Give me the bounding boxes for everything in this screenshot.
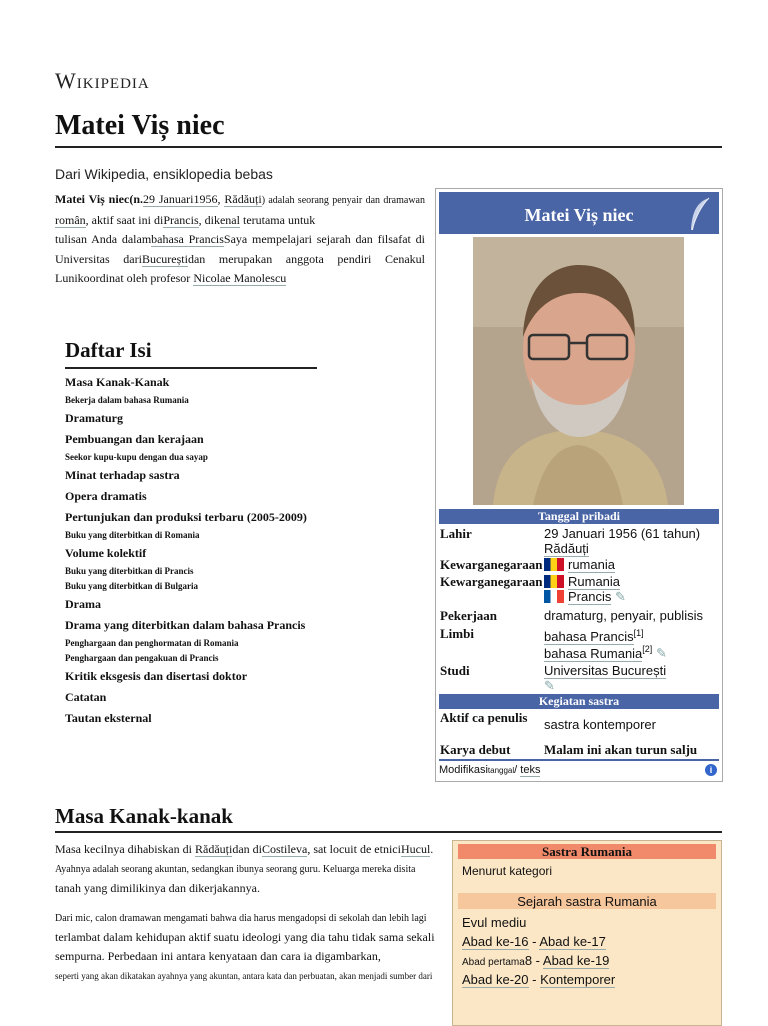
link-c16[interactable]: Abad ke-16: [462, 934, 529, 949]
paragraph-1-small: Ayahnya adalah seorang akuntan, sedangkan ibunya seorang guru. Keluarga mereka disita: [55, 864, 416, 875]
toc-divider: [65, 367, 317, 369]
intro-text-2: , dik: [198, 212, 220, 227]
wikipedia-wordmark[interactable]: Wikipedia: [55, 68, 150, 93]
link-costileva[interactable]: Costileva: [261, 842, 308, 856]
title-divider: [55, 146, 722, 148]
toc-item[interactable]: Drama yang diterbitkan dalam bahasa Prancis: [65, 618, 306, 632]
born-label: Lahir: [440, 526, 472, 541]
page-tagline: Dari Wikipedia, ensiklopedia bebas: [55, 166, 273, 182]
intro-text-5: Saya mempelajari sejarah dan filsafat di Universitas dari: [55, 232, 425, 266]
link-bucharest[interactable]: București: [141, 251, 188, 266]
date-link[interactable]: tanggal: [487, 766, 515, 775]
toc-item[interactable]: Catatan: [65, 690, 107, 704]
link-enal[interactable]: enal: [219, 212, 240, 227]
link-language-romanian[interactable]: bahasa Rumania: [544, 645, 643, 661]
link-france[interactable]: Prancis: [163, 212, 199, 227]
link-citizenship[interactable]: rumania: [568, 557, 615, 572]
intro-text-4: tulisan Anda dalam: [55, 232, 152, 246]
romanian-literature-sidebox: [452, 840, 722, 1026]
section-paragraph-2: [55, 908, 465, 986]
intro-text-3: terutama untuk: [239, 212, 316, 227]
edit-pencil-icon[interactable]: ✎: [544, 678, 555, 693]
studies-value: [544, 663, 666, 694]
paragraph-2-line-b: sempurna. Perbedaan ini antara kenyataan dan cara ia digambarkan,: [55, 949, 381, 963]
sidebox-row-16-17: Abad ke-16 - Abad ke-17: [462, 934, 606, 949]
toc-item[interactable]: Pembuangan dan kerajaan: [65, 432, 204, 446]
infobox-section-personal: Tanggal pribadi: [439, 509, 719, 524]
born-value: 29 Januari 1956 (61 tahun) Rădăuți: [544, 526, 701, 556]
infobox-footer: [439, 759, 719, 779]
toc-item[interactable]: Opera dramatis: [65, 489, 147, 503]
link-language-french[interactable]: bahasa Prancis: [544, 629, 634, 645]
infobox-section-literary: Kegiatan sastra: [439, 694, 719, 709]
link-born-place[interactable]: Rădăuți: [544, 541, 589, 556]
portrait-illustration: [473, 237, 684, 505]
intro-text-6: dan merupakan anggota pendiri Cenakul Luni: [55, 251, 426, 285]
toc-item[interactable]: Pertunjukan dan produksi terbaru (2005-2009): [65, 510, 307, 524]
sidebox-title: Sastra Rumania: [458, 844, 716, 859]
intro-small-text: ) adalah seorang penyair dan dramawan: [261, 195, 425, 206]
citizenship-value: [544, 557, 615, 572]
toc-item[interactable]: Penghargaan dan penghormatan di Romania: [65, 638, 239, 648]
paragraph-2-small: Dari mic, calon dramawan mengamati bahwa dia harus mengadopsi di sekolah dan lebih lagi: [55, 913, 427, 924]
ref-2[interactable]: [2]: [642, 644, 653, 655]
sidebox-history[interactable]: Sejarah sastra Rumania: [458, 893, 716, 909]
paragraph-1-end: tanah yang dimilikinya dan dikerjakannya.: [55, 881, 260, 895]
sidebox-middle-ages[interactable]: Evul mediu: [462, 915, 527, 930]
france-flag-icon: [544, 590, 564, 603]
ref-1[interactable]: [1]: [633, 628, 644, 638]
nationality-value: [544, 574, 626, 605]
intro-text-7: koordinat oleh profesor: [77, 271, 194, 285]
link-first-half[interactable]: Abad pertama: [462, 957, 525, 968]
link-c17[interactable]: Abad ke-17: [539, 934, 606, 949]
infobox-title: [439, 192, 719, 234]
nationality-label: Kewarganegaraan: [440, 574, 543, 589]
languages-label: Limbi: [440, 626, 474, 641]
toc-item[interactable]: Buku yang diterbitkan di Bulgaria: [65, 581, 199, 591]
romania-flag-icon: [544, 575, 564, 588]
modify-link[interactable]: Modifikasi: [439, 764, 488, 776]
citizenship-label: Kewarganegaraan: [440, 557, 543, 572]
link-nationality-france[interactable]: Prancis: [568, 589, 612, 604]
sidebox-by-category[interactable]: Menurut kategori: [462, 864, 553, 878]
paragraph-2-small-2: seperti yang akan dikatakan ayahnya yang akuntan, antara kata dan perbuatan, akan menjadi sumber dari: [55, 971, 433, 981]
sidebox-row-18-19: Abad pertama8 - Abad ke-19: [462, 953, 610, 968]
link-c19[interactable]: Abad ke-19: [542, 953, 610, 968]
text-link[interactable]: teks: [520, 764, 541, 776]
paragraph-2-line-a: terlambat dalam kehidupan aktif suatu ideologi yang dia tahu tidak sama sekali: [55, 930, 435, 944]
occupation-value: dramaturg, penyair, publisis: [544, 608, 703, 623]
link-hucul[interactable]: Hucul: [400, 842, 431, 856]
edit-pencil-icon[interactable]: ✎: [614, 589, 626, 604]
toc-item[interactable]: Bekerja dalam bahasa Rumania: [65, 395, 189, 405]
info-icon[interactable]: i: [705, 764, 717, 776]
toc-item[interactable]: Minat terhadap sastra: [65, 468, 180, 482]
link-romanian[interactable]: român: [55, 212, 86, 227]
toc-item[interactable]: Dramaturg: [65, 411, 123, 425]
toc-title: Daftar Isi: [65, 338, 152, 362]
feather-icon: [687, 196, 713, 232]
link-french-language[interactable]: bahasa Prancis: [151, 232, 224, 246]
toc-list: [65, 375, 325, 726]
toc-item[interactable]: Buku yang diterbitkan di Romania: [65, 530, 200, 540]
romania-flag-icon: [544, 558, 564, 571]
link-professor[interactable]: Nicolae Manolescu: [193, 271, 287, 285]
link-c20[interactable]: Abad ke-20: [462, 972, 529, 987]
intro-name: Matei Viș niec: [55, 192, 130, 206]
intro-text-1: , aktif saat ini di: [85, 212, 164, 227]
toc-item[interactable]: Drama: [65, 597, 101, 611]
debut-label: Karya debut: [440, 742, 511, 757]
link-nationality-romania[interactable]: Rumania: [568, 574, 621, 589]
active-value: sastra kontemporer: [544, 717, 656, 732]
section-divider: [55, 831, 722, 833]
toc-item[interactable]: Tautan eksternal: [65, 711, 152, 725]
portrait-photo[interactable]: [473, 237, 684, 505]
intro-birth-prefix: (n.: [129, 192, 144, 206]
occupation-label: Pekerjaan: [440, 608, 498, 623]
active-label: Aktif ca penulis: [440, 711, 528, 725]
page-title: Matei Viș niec: [55, 110, 225, 141]
link-radauti[interactable]: Rădăuți: [194, 842, 233, 856]
infobox-title-text: Matei Viș niec: [524, 205, 634, 225]
infobox: [435, 188, 723, 782]
link-birth-place[interactable]: Rădăuți: [224, 192, 262, 206]
toc-item[interactable]: Buku yang diterbitkan di Prancis: [65, 566, 194, 576]
toc-item[interactable]: Kritik eksgesis dan disertasi doktor: [65, 669, 248, 683]
link-contemporary[interactable]: Kontemporer: [540, 972, 616, 987]
toc-item[interactable]: Penghargaan dan pengakuan di Prancis: [65, 653, 219, 663]
toc-item[interactable]: Masa Kanak-Kanak: [65, 375, 170, 389]
languages-value: [544, 628, 667, 662]
link-birth-year[interactable]: 1956: [193, 192, 218, 206]
footer-slash: /: [514, 764, 521, 776]
link-birth-date[interactable]: 29 Januari: [143, 192, 194, 206]
table-of-contents: [65, 338, 325, 726]
sidebox-row-20: Abad ke-20 - Kontemporer: [462, 972, 616, 987]
link-studies[interactable]: Universitas București: [544, 663, 667, 678]
intro-paragraph: Matei Viș niec(n.29 Januari1956, Rădăuți) adalah seorang penyair dan dramawan român, aktif saat ini diPrancis, dikenal terutama untuk tulisan Anda dalambahasa PrancisSaya mempelajari sejarah dan filsafat di Universitas dariBucureștidan merupakan anggota pendiri Cenakul Lunikoordinat oleh profesor Nicolae Manolescu: [55, 192, 426, 285]
edit-pencil-icon[interactable]: ✎: [655, 645, 667, 661]
toc-item[interactable]: Volume kolektif: [65, 546, 147, 560]
studies-label: Studi: [440, 663, 470, 678]
section-paragraph-1: Masa kecilnya dihabiskan di Rădăuțidan diCostileva, sat locuit de etniciHucul. Ayahnya adalah seorang akuntan, sedangkan ibunya seorang guru. Keluarga mereka disita tanah yang dimilikinya dan dikerjakannya.: [55, 842, 434, 895]
toc-item[interactable]: Seekor kupu-kupu dengan dua sayap: [65, 452, 208, 462]
section-heading: Masa Kanak-kanak: [55, 804, 233, 828]
debut-value: Malam ini akan turun salju: [544, 742, 698, 757]
